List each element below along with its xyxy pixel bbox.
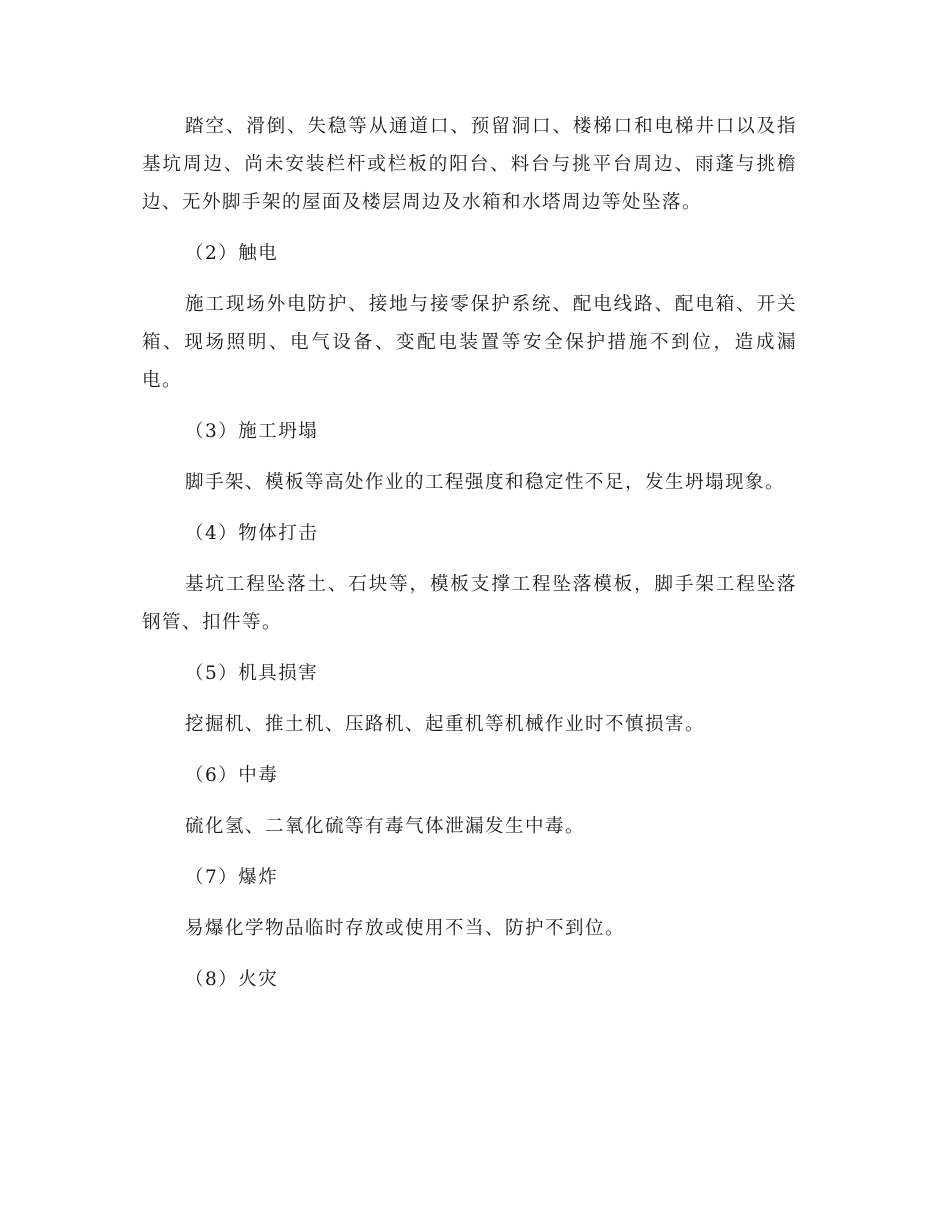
heading-collapse: （3）施工坍塌 — [185, 421, 319, 442]
paragraph-poisoning: 硫化氢、二氧化硫等有毒气体泄漏发生中毒。 — [185, 816, 586, 837]
paragraph-collapse: 脚手架、模板等高处作业的工程强度和稳定性不足，发生坍塌现象。 — [185, 472, 786, 493]
paragraph-electric-shock: 施工现场外电防护、接地与接零保护系统、配电线路、配电箱、开关箱、现场照明、电气设备、变配电装置等安全保护措施不到位，造成漏电。 — [142, 294, 797, 391]
paragraph-object-strike: 基坑工程坠落土、石块等，模板支撑工程坠落模板，脚手架工程坠落钢管、扣件等。 — [142, 574, 797, 633]
heading-fire: （8）火灾 — [185, 969, 279, 990]
heading-electric-shock: （2）触电 — [185, 243, 279, 264]
paragraph-machinery-injury: 挖掘机、推土机、压路机、起重机等机械作业时不慎损害。 — [185, 714, 706, 735]
heading-machinery-injury: （5）机具损害 — [185, 663, 319, 684]
paragraph-explosion: 易爆化学物品临时存放或使用不当、防护不到位。 — [185, 918, 626, 939]
heading-poisoning: （6）中毒 — [185, 765, 279, 786]
paragraph-fall-hazards: 踏空、滑倒、失稳等从通道口、预留洞口、楼梯口和电梯井口以及指基坑周边、尚未安装栏杆或栏板的阳台、料台与挑平台周边、雨蓬与挑檐边、无外脚手架的屋面及楼层周边及水箱和水塔周边等处坠落。 — [142, 116, 797, 213]
heading-object-strike: （4）物体打击 — [185, 523, 319, 544]
document-page — [142, 108, 797, 1012]
heading-explosion: （7）爆炸 — [185, 867, 279, 888]
